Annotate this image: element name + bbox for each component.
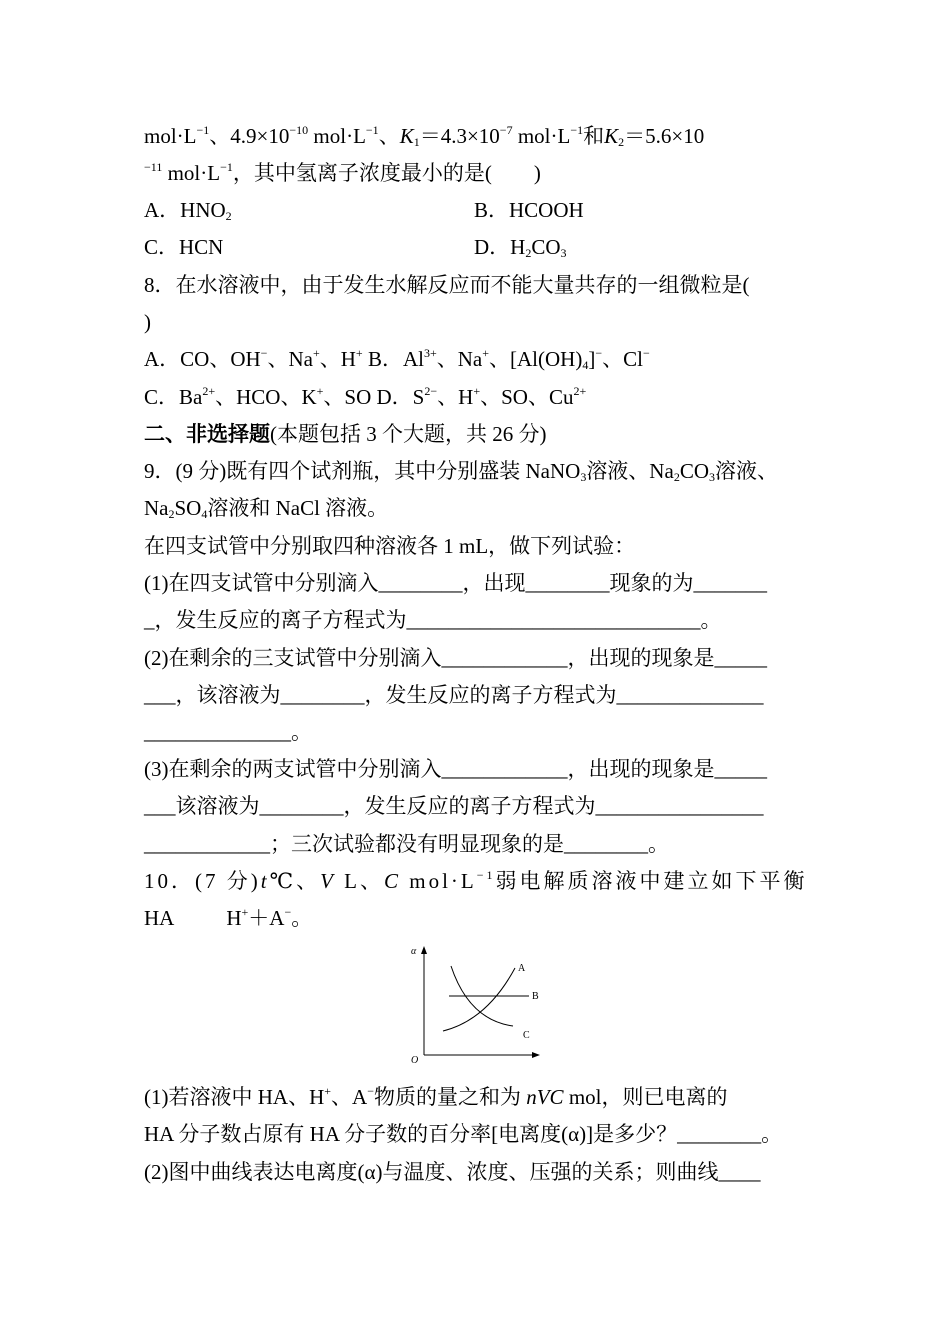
y-axis-label: α <box>411 946 417 957</box>
q7-line-2: $^{-11}$ $mol\cdot L^{-1}$，其中氢离子浓度最小的是( ) <box>144 160 541 185</box>
origin-label: O <box>411 1055 419 1066</box>
ionization-degree-graph <box>405 942 545 1070</box>
q10-part1-line1: (1)若溶液中 HA、H+、A−物质的量之和为 nVC mol，则已电离的 <box>144 1084 728 1109</box>
q9-part2-line3: ______________。 <box>144 720 312 744</box>
q8-stem-end: ) <box>144 310 151 334</box>
q9-part3-line2: ___该溶液为________，发生反应的离子方程式为________________ <box>144 794 764 818</box>
q10-part2: (2)图中曲线表达电离度(α)与温度、浓度、压强的关系；则曲线____ <box>144 1160 761 1184</box>
q9-part1-line1: (1)在四支试管中分别滴入________，出现________现象的为_______ <box>144 571 767 595</box>
y-axis-arrow <box>421 946 427 954</box>
section-2-heading: 二、非选择题(本题包括 3 个大题，共 26 分) <box>144 422 547 446</box>
q8-stem: 8．在水溶液中，由于发生水解反应而不能大量共存的一组微粒是( <box>144 273 750 297</box>
curve-c-label: C <box>523 1030 530 1041</box>
q9-stem-1: 9．(9 分)既有四个试剂瓶，其中分别盛装 NaNO$_3$溶液、$Na_2CO_3$溶液、 <box>144 459 778 484</box>
q8-options-ab: A．CO、OH−、Na+、H+ B．$Al^{3+}$、Na+、$[Al(OH)_4]^-$、Cl− <box>144 346 650 372</box>
q10-equilibrium: HA H+＋A−。 <box>144 905 313 930</box>
q9-part2-line1: (2)在剩余的三支试管中分别滴入____________，出现的现象是_____ <box>144 646 767 670</box>
q9-part3-line1: (3)在剩余的两支试管中分别滴入____________，出现的现象是_____ <box>144 757 767 781</box>
curve-a-label: A <box>518 963 526 974</box>
curve-a <box>443 968 515 1031</box>
q7-options-ab <box>144 196 824 224</box>
q7-option-d: D．$H_2CO_3$ <box>474 235 567 260</box>
q9-part2-line2: ___，该溶液为________，发生反应的离子方程式为______________ <box>144 683 764 707</box>
q8-options-cd: C．$Ba^{2+}$、HCO、K+、SO D．$S^{2-}$、H+、SO、$Cu^{2+}$ <box>144 384 587 409</box>
q10-stem: 10．(7 分)t℃、V L、C $mol\cdot L^{-1}$弱电解质溶液中建立如下平衡 <box>144 868 808 893</box>
q7-options-cd <box>144 233 824 261</box>
q7-option-b: B．HCOOH <box>474 198 584 222</box>
q10-part1-line2: HA 分子数占原有 HA 分子数的百分率[电离度(α)]是多少？________。 <box>144 1122 783 1146</box>
q9-part1-line2: _，发生反应的离子方程式为____________________________。 <box>144 608 722 632</box>
q7-line-1: $mol\cdot L^{-1}$、$4.9\times 10^{-10}$ $mol\cdot L^{-1}$、$K_1=4.3\times 10^{-7}$ $mol\cdot L^{-1}$和$K_2=5.6\times 10$ <box>144 123 705 149</box>
x-axis-arrow <box>532 1052 540 1058</box>
q7-option-a: A．$HNO_2$ <box>144 198 232 223</box>
q7-option-c: C．HCN <box>144 235 224 259</box>
curve-b-label: B <box>532 991 539 1002</box>
q9-part3-line3: ____________；三次试验都没有明显现象的是________。 <box>144 832 669 856</box>
q9-stem-3: 在四支试管中分别取四种溶液各 1 mL，做下列试验： <box>144 534 636 558</box>
q9-stem-2: $Na_2SO_4$溶液和 NaCl 溶液。 <box>144 496 389 521</box>
